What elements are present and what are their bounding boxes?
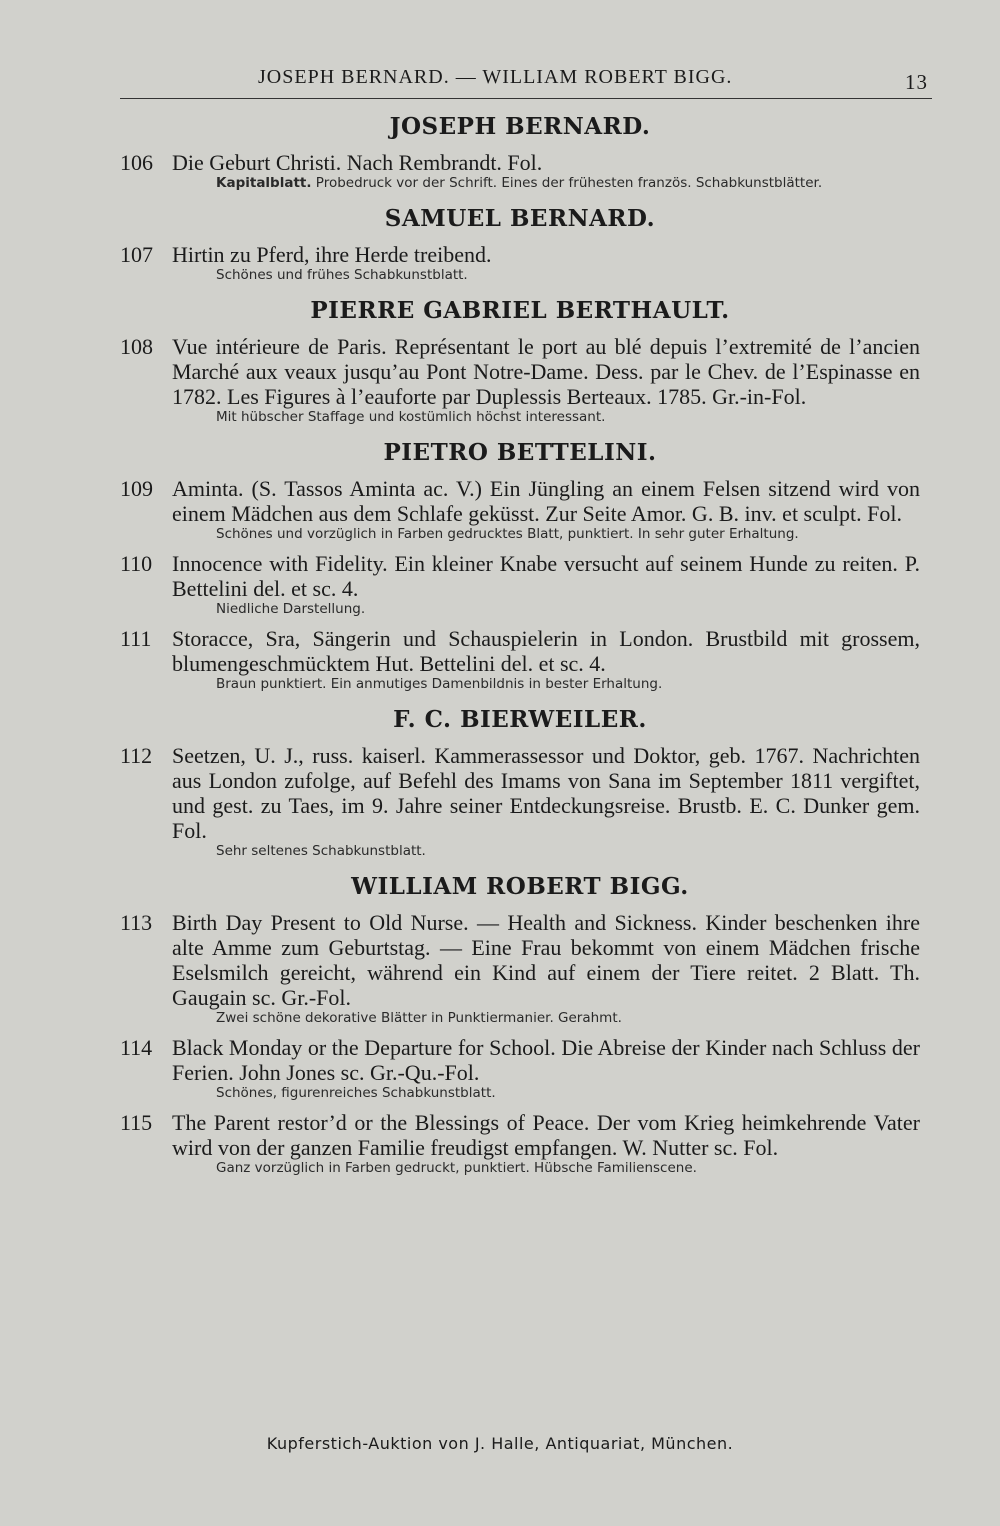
entry-number: 114 (120, 1035, 153, 1060)
entry-number: 108 (120, 334, 153, 359)
entry-note: Zwei schöne dekorative Blätter in Punktiermanier. Gerahmt. (216, 1010, 622, 1026)
catalog-content (120, 112, 920, 1185)
catalog-entry (120, 1035, 920, 1102)
entry-note: Schönes und vorzüglich in Farben gedrucktes Blatt, punktiert. In sehr guter Erhaltung. (216, 526, 799, 542)
entry-text: Seetzen, U. J., russ. kaiserl. Kammerassessor und Doktor, geb. 1767. Nachrichten aus London zufolge, auf Befehl des Imams von Sana im September 1811 vergiftet, und gest. zu Taes, im 9. Jahre seiner Entdeckungsreise. Brustb. E. C. Dunker gem. Fol. (172, 743, 920, 843)
page-number: 13 (905, 70, 928, 94)
entry-number: 112 (120, 743, 153, 768)
catalog-entry (120, 476, 920, 543)
entry-text: The Parent restor’d or the Blessings of Peace. Der vom Krieg heimkehrende Vater wird von der ganzen Familie freudigst empfangen. W. Nutter sc. Fol. (172, 1110, 920, 1160)
entry-note: Niedliche Darstellung. (216, 601, 366, 617)
running-head (120, 64, 932, 99)
entry-text: Innocence with Fidelity. Ein kleiner Knabe versucht auf seinem Hunde zu reiten. P. Bettelini del. et sc. 4. (172, 551, 920, 601)
entry-note: Ganz vorzüglich in Farben gedruckt, punktiert. Hübsche Familienscene. (216, 1160, 697, 1176)
entry-text: Hirtin zu Pferd, ihre Herde treibend. (172, 242, 492, 267)
entry-number: 113 (120, 910, 153, 935)
catalog-entry (120, 334, 920, 426)
artist-heading: SAMUEL BERNARD. (384, 205, 656, 232)
entry-number: 115 (120, 1110, 153, 1135)
entry-text: Storacce, Sra, Sängerin und Schauspielerin in London. Brustbild mit grossem, blumengeschmücktem Hut. Bettelini del. et sc. 4. (172, 626, 920, 676)
entry-note: Schönes, figurenreiches Schabkunstblatt. (216, 1085, 496, 1101)
artist-heading: WILLIAM ROBERT BIGG. (351, 873, 689, 900)
entry-note: Mit hübscher Staffage und kostümlich höchst interessant. (216, 409, 606, 425)
catalog-entry (120, 743, 920, 860)
catalog-entry (120, 150, 920, 192)
entry-note: Sehr seltenes Schabkunstblatt. (216, 843, 426, 859)
catalog-entry (120, 1110, 920, 1177)
catalog-entry (120, 626, 920, 693)
entry-text: Die Geburt Christi. Nach Rembrandt. Fol. (172, 150, 543, 175)
entry-text: Vue intérieure de Paris. Représentant le port au blé depuis l’extremité de l’ancien Marché aux veaux jusqu’au Pont Notre-Dame. Dess. par le Chev. de l’Espinasse en 1782. Les Figures à l’eauforte par Duplessis Berteaux. 1785. Gr.-in-Fol. (172, 334, 920, 409)
entry-text: Aminta. (S. Tassos Aminta ac. V.) Ein Jüngling an einem Felsen sitzend wird von einem Mädchen aus dem Schlafe geküsst. Zur Seite Amor. G. B. inv. et sculpt. Fol. (172, 476, 920, 526)
entry-note (216, 175, 920, 192)
artist-heading: PIETRO BETTELINI. (383, 439, 657, 466)
artist-heading: PIERRE GABRIEL BERTHAULT. (310, 297, 730, 324)
entry-text: Black Monday or the Departure for School. Die Abreise der Kinder nach Schluss der Ferien. John Jones sc. Gr.-Qu.-Fol. (172, 1035, 920, 1085)
artist-heading: F. C. BIERWEILER. (393, 706, 647, 733)
artist-heading: JOSEPH BERNARD. (389, 113, 651, 140)
entry-note-label: Kapitalblatt. (216, 175, 312, 191)
catalog-entry (120, 551, 920, 618)
page-footer: Kupferstich-Auktion von J. Halle, Antiquariat, München. (266, 1434, 734, 1453)
entry-number: 106 (120, 150, 153, 175)
entry-number: 111 (120, 626, 152, 651)
entry-number: 107 (120, 242, 153, 267)
catalog-entry (120, 910, 920, 1027)
entry-note: Braun punktiert. Ein anmutiges Damenbildnis in bester Erhaltung. (216, 676, 663, 692)
entry-text: Birth Day Present to Old Nurse. — Health and Sickness. Kinder beschenken ihre alte Amme zum Geburtstag. — Eine Frau bekommt von einem Mädchen frische Eselsmilch gereicht, während ein Kind auf einem der Tiere reitet. 2 Blatt. Th. Gaugain sc. Gr.-Fol. (172, 910, 920, 1010)
entry-number: 109 (120, 476, 153, 501)
catalog-entry (120, 242, 920, 284)
running-head-title: JOSEPH BERNARD. — WILLIAM ROBERT BIGG. (258, 66, 733, 88)
entry-note-text: Probedruck vor der Schrift. Eines der frühesten französ. Schabkunstblätter. (311, 175, 823, 191)
entry-note: Schönes und frühes Schabkunstblatt. (216, 267, 468, 283)
entry-number: 110 (120, 551, 153, 576)
